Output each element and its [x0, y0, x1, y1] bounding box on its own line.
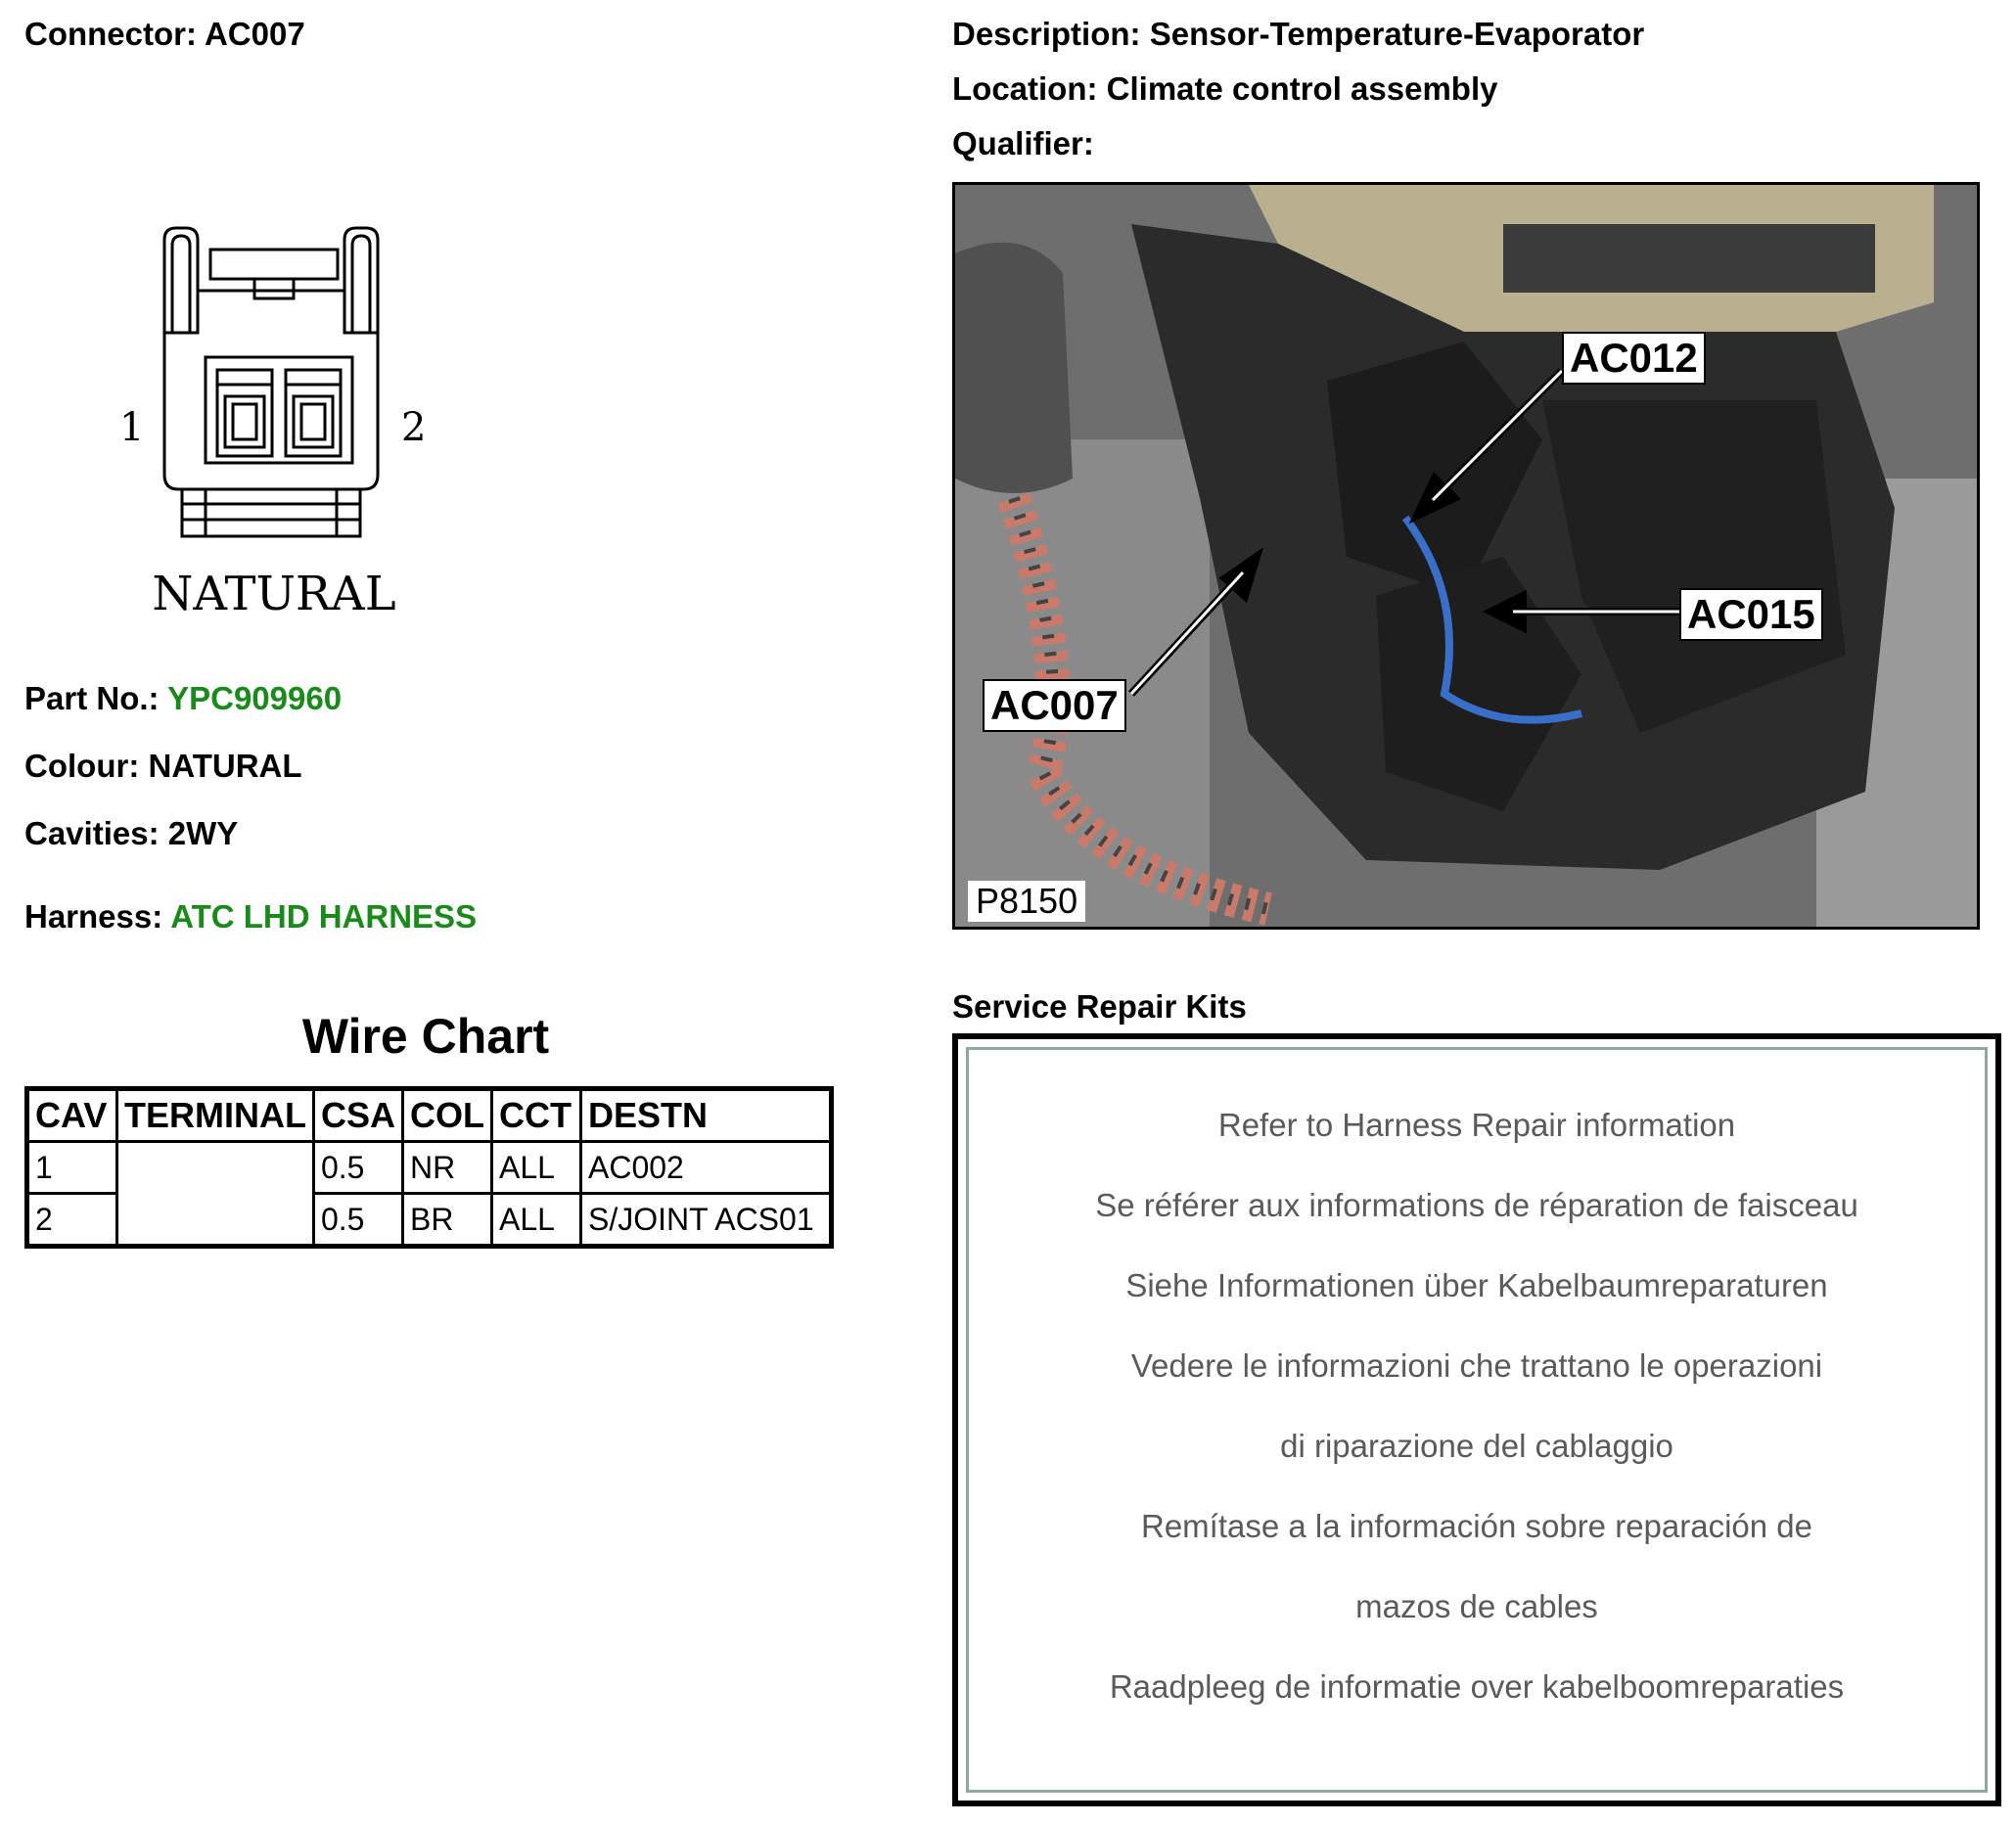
connector-value: AC007 — [204, 16, 305, 52]
cell-col: BR — [403, 1194, 492, 1247]
header-col: COL — [403, 1089, 492, 1142]
kit-line: Raadpleeg de informatie over kabelboomreparaties — [1109, 1668, 1845, 1705]
callout-ac012: AC012 — [1562, 332, 1706, 385]
photo-code: P8150 — [967, 880, 1086, 923]
header-cav: CAV — [27, 1089, 117, 1142]
colour-value: NATURAL — [148, 748, 302, 784]
cell-cct: ALL — [492, 1142, 581, 1194]
part-no-link[interactable]: YPC909960 — [167, 680, 343, 716]
callout-ac007: AC007 — [983, 679, 1126, 732]
colour-line — [24, 748, 302, 785]
cell-col: NR — [403, 1142, 492, 1194]
location-photo — [952, 182, 1980, 930]
wire-chart-header-row — [27, 1089, 832, 1142]
kit-line: Siehe Informationen über Kabelbaumreparaturen — [1125, 1267, 1828, 1303]
callout-ac015: AC015 — [1679, 588, 1823, 641]
connector-caption: NATURAL — [152, 567, 396, 621]
harness-link[interactable]: ATC LHD HARNESS — [170, 898, 478, 935]
kit-line: mazos de cables — [1355, 1588, 1598, 1624]
location-value: Climate control assembly — [1106, 70, 1498, 107]
cell-cav: 2 — [27, 1194, 117, 1247]
pin-1-label: 1 — [119, 405, 145, 450]
part-no-line — [24, 680, 342, 717]
cavities-value: 2WY — [167, 815, 239, 851]
location-line — [952, 70, 1497, 108]
harness-line — [24, 898, 477, 935]
photo-illustration — [955, 185, 1977, 927]
kit-line: di riparazione del cablaggio — [1280, 1428, 1673, 1464]
qualifier-line — [952, 125, 1094, 162]
header-cct: CCT — [492, 1089, 581, 1142]
cavities-label: Cavities: — [24, 815, 160, 851]
harness-label: Harness: — [24, 898, 163, 935]
cell-destn: S/JOINT ACS01 — [581, 1194, 832, 1247]
description-line — [952, 16, 1644, 53]
kit-line: Remítase a la información sobre reparación de — [1140, 1508, 1813, 1544]
cell-csa: 0.5 — [313, 1142, 402, 1194]
header-terminal: TERMINAL — [117, 1089, 314, 1142]
connector-heading — [24, 16, 305, 53]
header-destn: DESTN — [581, 1089, 832, 1142]
cell-terminal — [117, 1142, 314, 1247]
description-label: Description: — [952, 16, 1141, 52]
cell-destn: AC002 — [581, 1142, 832, 1194]
table-row — [27, 1142, 832, 1194]
kit-line: Vedere le informazioni che trattano le operazioni — [1130, 1347, 1823, 1384]
kit-line: Refer to Harness Repair information — [1217, 1107, 1736, 1143]
qualifier-label: Qualifier: — [952, 125, 1094, 161]
header-csa: CSA — [313, 1089, 402, 1142]
kit-line: Se référer aux informations de réparation de faisceau — [1095, 1187, 1858, 1223]
location-label: Location: — [952, 70, 1098, 107]
service-repair-kits-inner — [966, 1047, 1988, 1793]
service-repair-kits-title: Service Repair Kits — [952, 988, 1247, 1025]
wire-chart-title: Wire Chart — [301, 1009, 550, 1064]
wire-chart-table — [24, 1086, 834, 1249]
part-no-label: Part No.: — [24, 680, 160, 716]
description-value: Sensor-Temperature-Evaporator — [1149, 16, 1645, 52]
cavities-line — [24, 815, 238, 852]
colour-label: Colour: — [24, 748, 140, 784]
cell-csa: 0.5 — [313, 1194, 402, 1247]
connector-drawing — [108, 220, 440, 631]
connector-label: Connector: — [24, 16, 197, 52]
cell-cct: ALL — [492, 1194, 581, 1247]
pin-2-label: 2 — [401, 405, 427, 450]
cell-cav: 1 — [27, 1142, 117, 1194]
service-repair-kits-panel — [952, 1033, 2001, 1806]
